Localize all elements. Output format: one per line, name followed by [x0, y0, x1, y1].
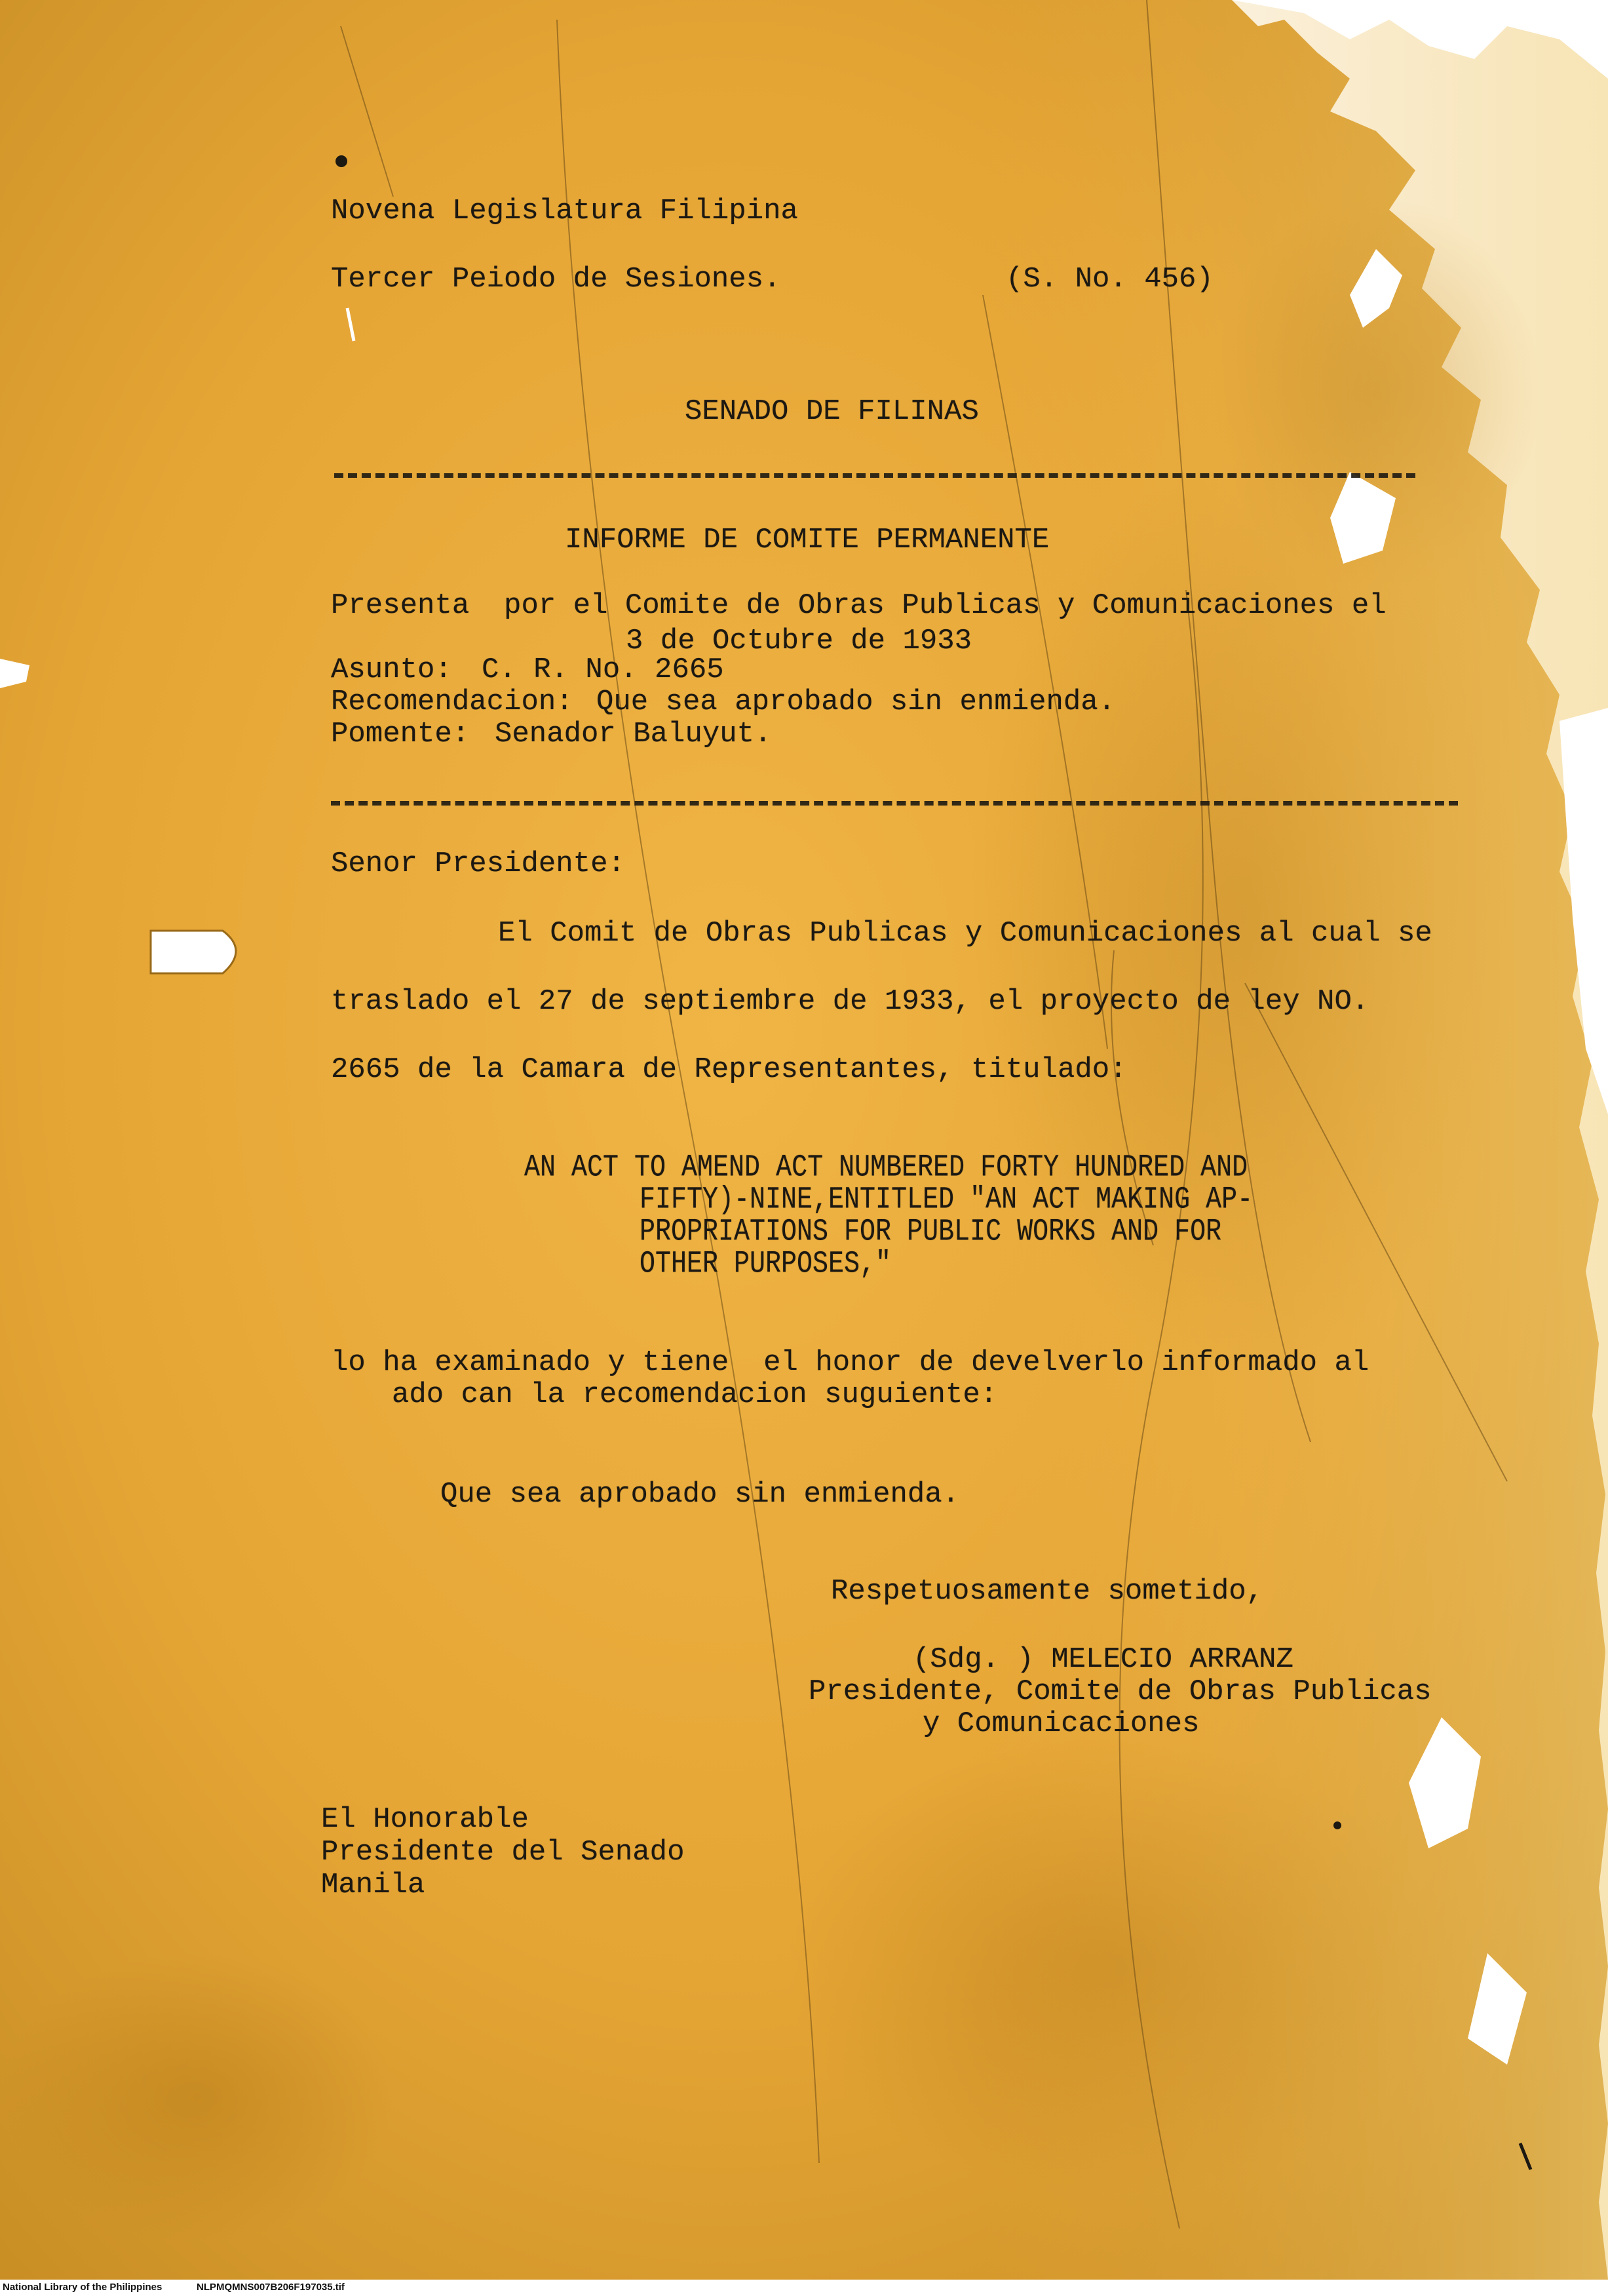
recommendation-label: Recomendacion:	[331, 686, 573, 718]
senate-title: SENADO DE FILINAS	[685, 395, 979, 428]
act-title-line-4: OTHER PURPOSES,"	[640, 1247, 892, 1282]
sponsor-value: Senador Baluyut.	[495, 718, 772, 750]
examination-line-2: ado can la recomendacion suguiente:	[392, 1378, 998, 1411]
presented-line: Presenta por el Comite de Obras Publicas y Comunicaciones el	[331, 589, 1387, 622]
sponsor-label: Pomente:	[331, 718, 470, 750]
report-date: 3 de Octubre de 1933	[626, 625, 972, 657]
paragraph-line-3: 2665 de la Camara de Representantes, titulado:	[331, 1053, 1127, 1086]
addressee-line-2: Presidente del Senado	[321, 1836, 685, 1869]
subject-label: Asunto:	[331, 653, 452, 686]
salutation: Senor Presidente:	[331, 847, 625, 880]
binding-hole-left	[151, 931, 236, 973]
report-title: INFORME DE COMITE PERMANENTE	[565, 524, 1050, 556]
signature-name: (Sdg. ) MELECIO ARRANZ	[913, 1643, 1293, 1676]
footer-file-id: NLPMQMNS007B206F197035.tif	[197, 2282, 345, 2293]
separator-dashes-top	[334, 473, 1415, 478]
addressee-line-1: El Honorable	[321, 1803, 529, 1836]
final-recommendation: Que sea aprobado sin enmienda.	[440, 1478, 960, 1511]
paragraph-line-2: traslado el 27 de septiembre de 1933, el proyecto de ley NO.	[331, 985, 1369, 1018]
act-title-line-3: PROPRIATIONS FOR PUBLIC WORKS AND FOR	[640, 1215, 1222, 1250]
footer-archive-name: National Library of the Philippines	[3, 2282, 163, 2293]
separator-dashes-bottom	[331, 801, 1458, 806]
act-title-line-1: AN ACT TO AMEND ACT NUMBERED FORTY HUNDRED AND	[524, 1150, 1248, 1186]
subject-value: C. R. No. 2665	[482, 653, 724, 686]
bill-number: (S. No. 456)	[1006, 263, 1214, 296]
scan-footer	[0, 2280, 1608, 2296]
act-title-line-2: FIFTY)-NINE,ENTITLED "AN ACT MAKING AP-	[640, 1182, 1254, 1218]
signatory-position-line-1: Presidente, Comite de Obras Publicas	[809, 1675, 1432, 1708]
session-line: Tercer Peiodo de Sesiones.	[331, 263, 781, 296]
addressee-line-3: Manila	[321, 1869, 425, 1901]
examination-line-1: lo ha examinado y tiene el honor de develverlo informado al	[331, 1346, 1369, 1379]
legislature-name: Novena Legislatura Filipina	[331, 195, 798, 227]
ink-speck	[1333, 1821, 1341, 1829]
paragraph-line-1: El Comit de Obras Publicas y Comunicaciones al cual se	[498, 917, 1432, 950]
ink-speck	[335, 155, 347, 167]
recommendation-value: Que sea aprobado sin enmienda.	[596, 686, 1116, 718]
closing-respectfully: Respetuosamente sometido,	[831, 1575, 1264, 1608]
signatory-position-line-2: y Comunicaciones	[923, 1707, 1200, 1740]
